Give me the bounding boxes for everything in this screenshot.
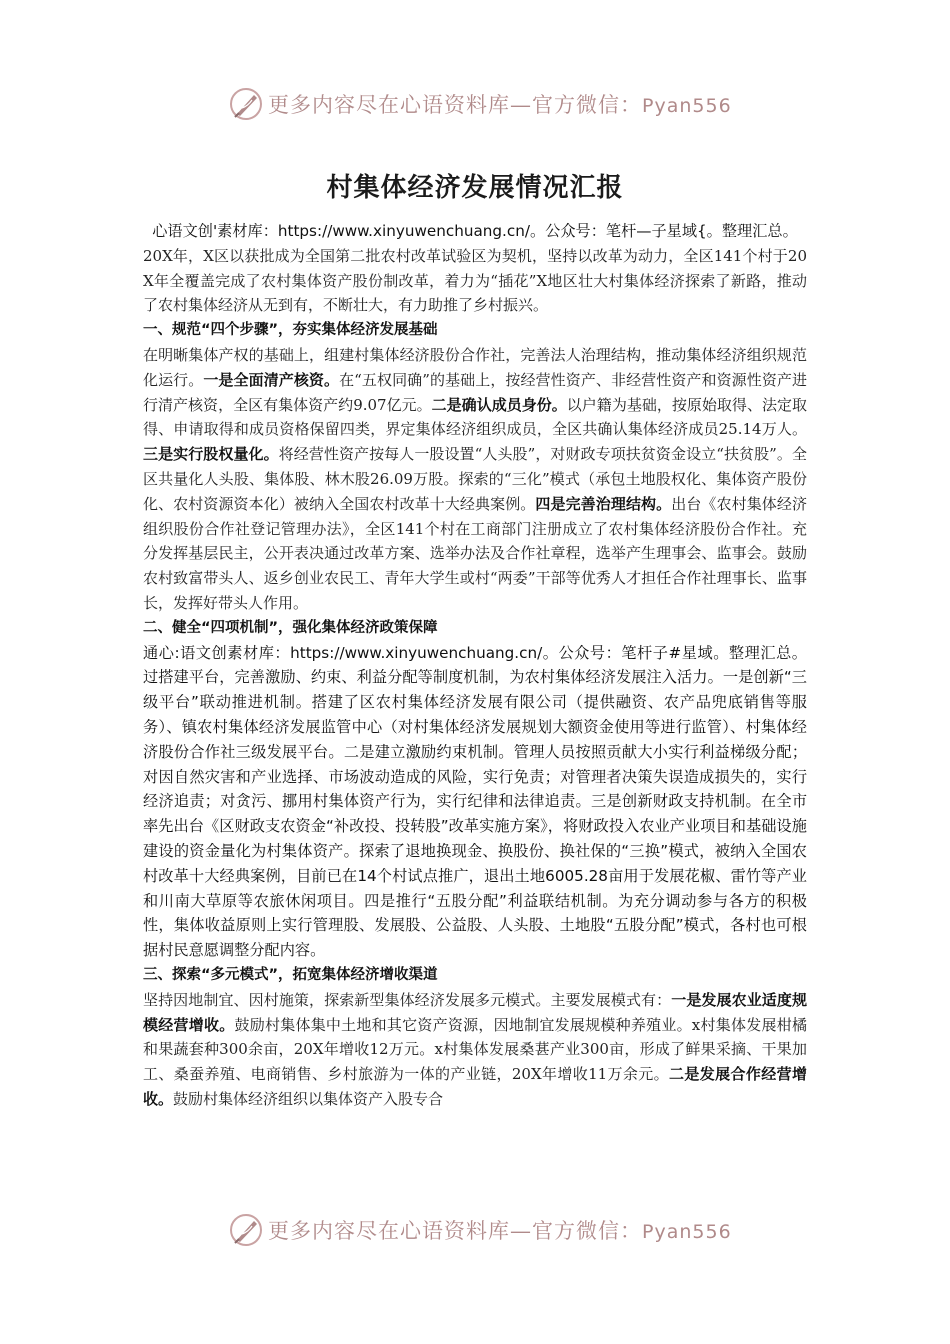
intro-paragraph: 20X年，X区以获批成为全国第二批农村改革试验区为契机，坚持以改革为动力，全区141个村于20X年全覆盖完成了农村集体资产股份制改革，着力为“插花”X地区壮大村集体经济探索了新路，推动了农村集体经济从无到有，不断壮大，有力助推了乡村振兴。 xyxy=(143,246,807,315)
section-3-heading: 三、探索“多元模式”，拓宽集体经济增收渠道 xyxy=(143,966,438,983)
section-1-paragraph: 在明晰集体产权的基础上，组建村集体经济股份合作社，完善法人治理结构，推动集体经济组织规范化运行。一是全面清产核资。在“五权同确”的基础上，按经营性资产、非经营性资产和资源性资产进行清产核资，全区有集体资产约9.07亿元。二是确认成员身份。以户籍为基础，按原始取得、法定取得、申请取得和成员资格保留四类，界定集体经济组织成员，全区共确认集体经济成员25.14万人。三是实行股权量化。将经营性资产按每人一股设置“人头股”，对财政专项扶贫资金设立“扶贫股”。全区共量化人头股、集体股、林木股26.09万股。探索的“三化”模式（承包土地股权化、集体资产股份化、农村资源资本化）被纳入全国农村改革十大经典案例。四是完善治理结构。出台《农村集体经济组织股份合作社登记管理办法》，全区141个村在工商部门注册成立了农村集体经济股份合作社。充分发挥基层民主，公开表决通过改革方案、选举办法及合作社章程，选举产生理事会、监事会。鼓励农村致富带头人、返乡创业农民工、青年大学生或村“两委”干部等优秀人才担任合作社理事长、监事长，发挥好带头人作用。 xyxy=(143,345,807,612)
quill-pen-logo-icon xyxy=(228,1212,264,1248)
section-3-paragraph: 坚持因地制宜、因村施策，探索新型集体经济发展多元模式。主要发展模式有：一是发展农业适度规模经营增收。鼓励村集体集中土地和其它资产资源，因地制宜发展规模种养殖业。x村集体发展柑橘和果蔬套种300余亩，20X年增收12万元。x村集体发展桑葚产业300亩，形成了鲜果采摘、干果加工、桑蚕养殖、电商销售、乡村旅游为一体的产业链，20X年增收11万余元。二是发展合作经营增收。鼓励村集体经济组织以集体资产入股专合 xyxy=(143,990,807,1108)
watermark-text: 更多内容尽在心语资料库—官方微信：Pyan556 xyxy=(268,93,732,117)
section-1-heading: 一、规范“四个步骤”，夯实集体经济发展基础 xyxy=(143,322,438,339)
page-title: 村集体经济发展情况汇报 xyxy=(326,173,624,204)
watermark-banner-top xyxy=(228,84,788,124)
watermark-banner-bottom xyxy=(228,1210,788,1250)
section-2-paragraph: 通心:语文创素材库：https://www.xinyuwenchuang.cn/。公众号：笔杆子#星域。整理汇总。过搭建平台，完善激励、约束、利益分配等制度机制，为农村集体经济发展注入活力。一是创新“三级平台”联动推进机制。搭建了区农村集体经济发展有限公司（提供融资、农产品兜底销售等服务）、镇农村集体经济发展监管中心（对村集体经济发展规划大额资金使用等进行监管）、村集体经济股份合作社三级发展平台。二是建立激励约束机制。管理人员按照贡献大小实行利益梯级分配；对因自然灾害和产业选择、市场波动造成的风险，实行免责；对管理者决策失误造成损失的，实行经济追责；对贪污、挪用村集体资产行为，实行纪律和法律追责。三是创新财政支持机制。在全市率先出台《区财政支农资金“补改投、投转股”改革实施方案》，将财政投入农业产业项目和基础设施建设的资金量化为村集体资产。探索了退地换现金、换股份、换社保的“三换”模式，被纳入全国农村改革十大经典案例，目前已在14个村试点推广，退出土地6005.28亩用于发展花椒、雷竹等产业和川南大草原等农旅休闲项目。四是推行“五股分配”利益联结机制。为充分调动参与各方的积极性，集体收益原则上实行管理股、发展股、公益股、人头股、土地股“五股分配”模式，各村也可根据村民意愿调整分配内容。 xyxy=(143,643,807,960)
source-note: 心语文创'素材库：https://www.xinyuwenchuang.cn/。公众号：笔杆—子星域{。整理汇总。 xyxy=(152,222,798,240)
watermark-text: 更多内容尽在心语资料库—官方微信：Pyan556 xyxy=(268,1219,732,1243)
section-2-heading: 二、健全“四项机制”，强化集体经济政策保障 xyxy=(143,619,438,636)
quill-pen-logo-icon xyxy=(228,86,264,122)
wechat-id: Pyan556 xyxy=(642,1221,732,1243)
wechat-id: Pyan556 xyxy=(642,95,732,117)
document-body xyxy=(143,219,807,1112)
